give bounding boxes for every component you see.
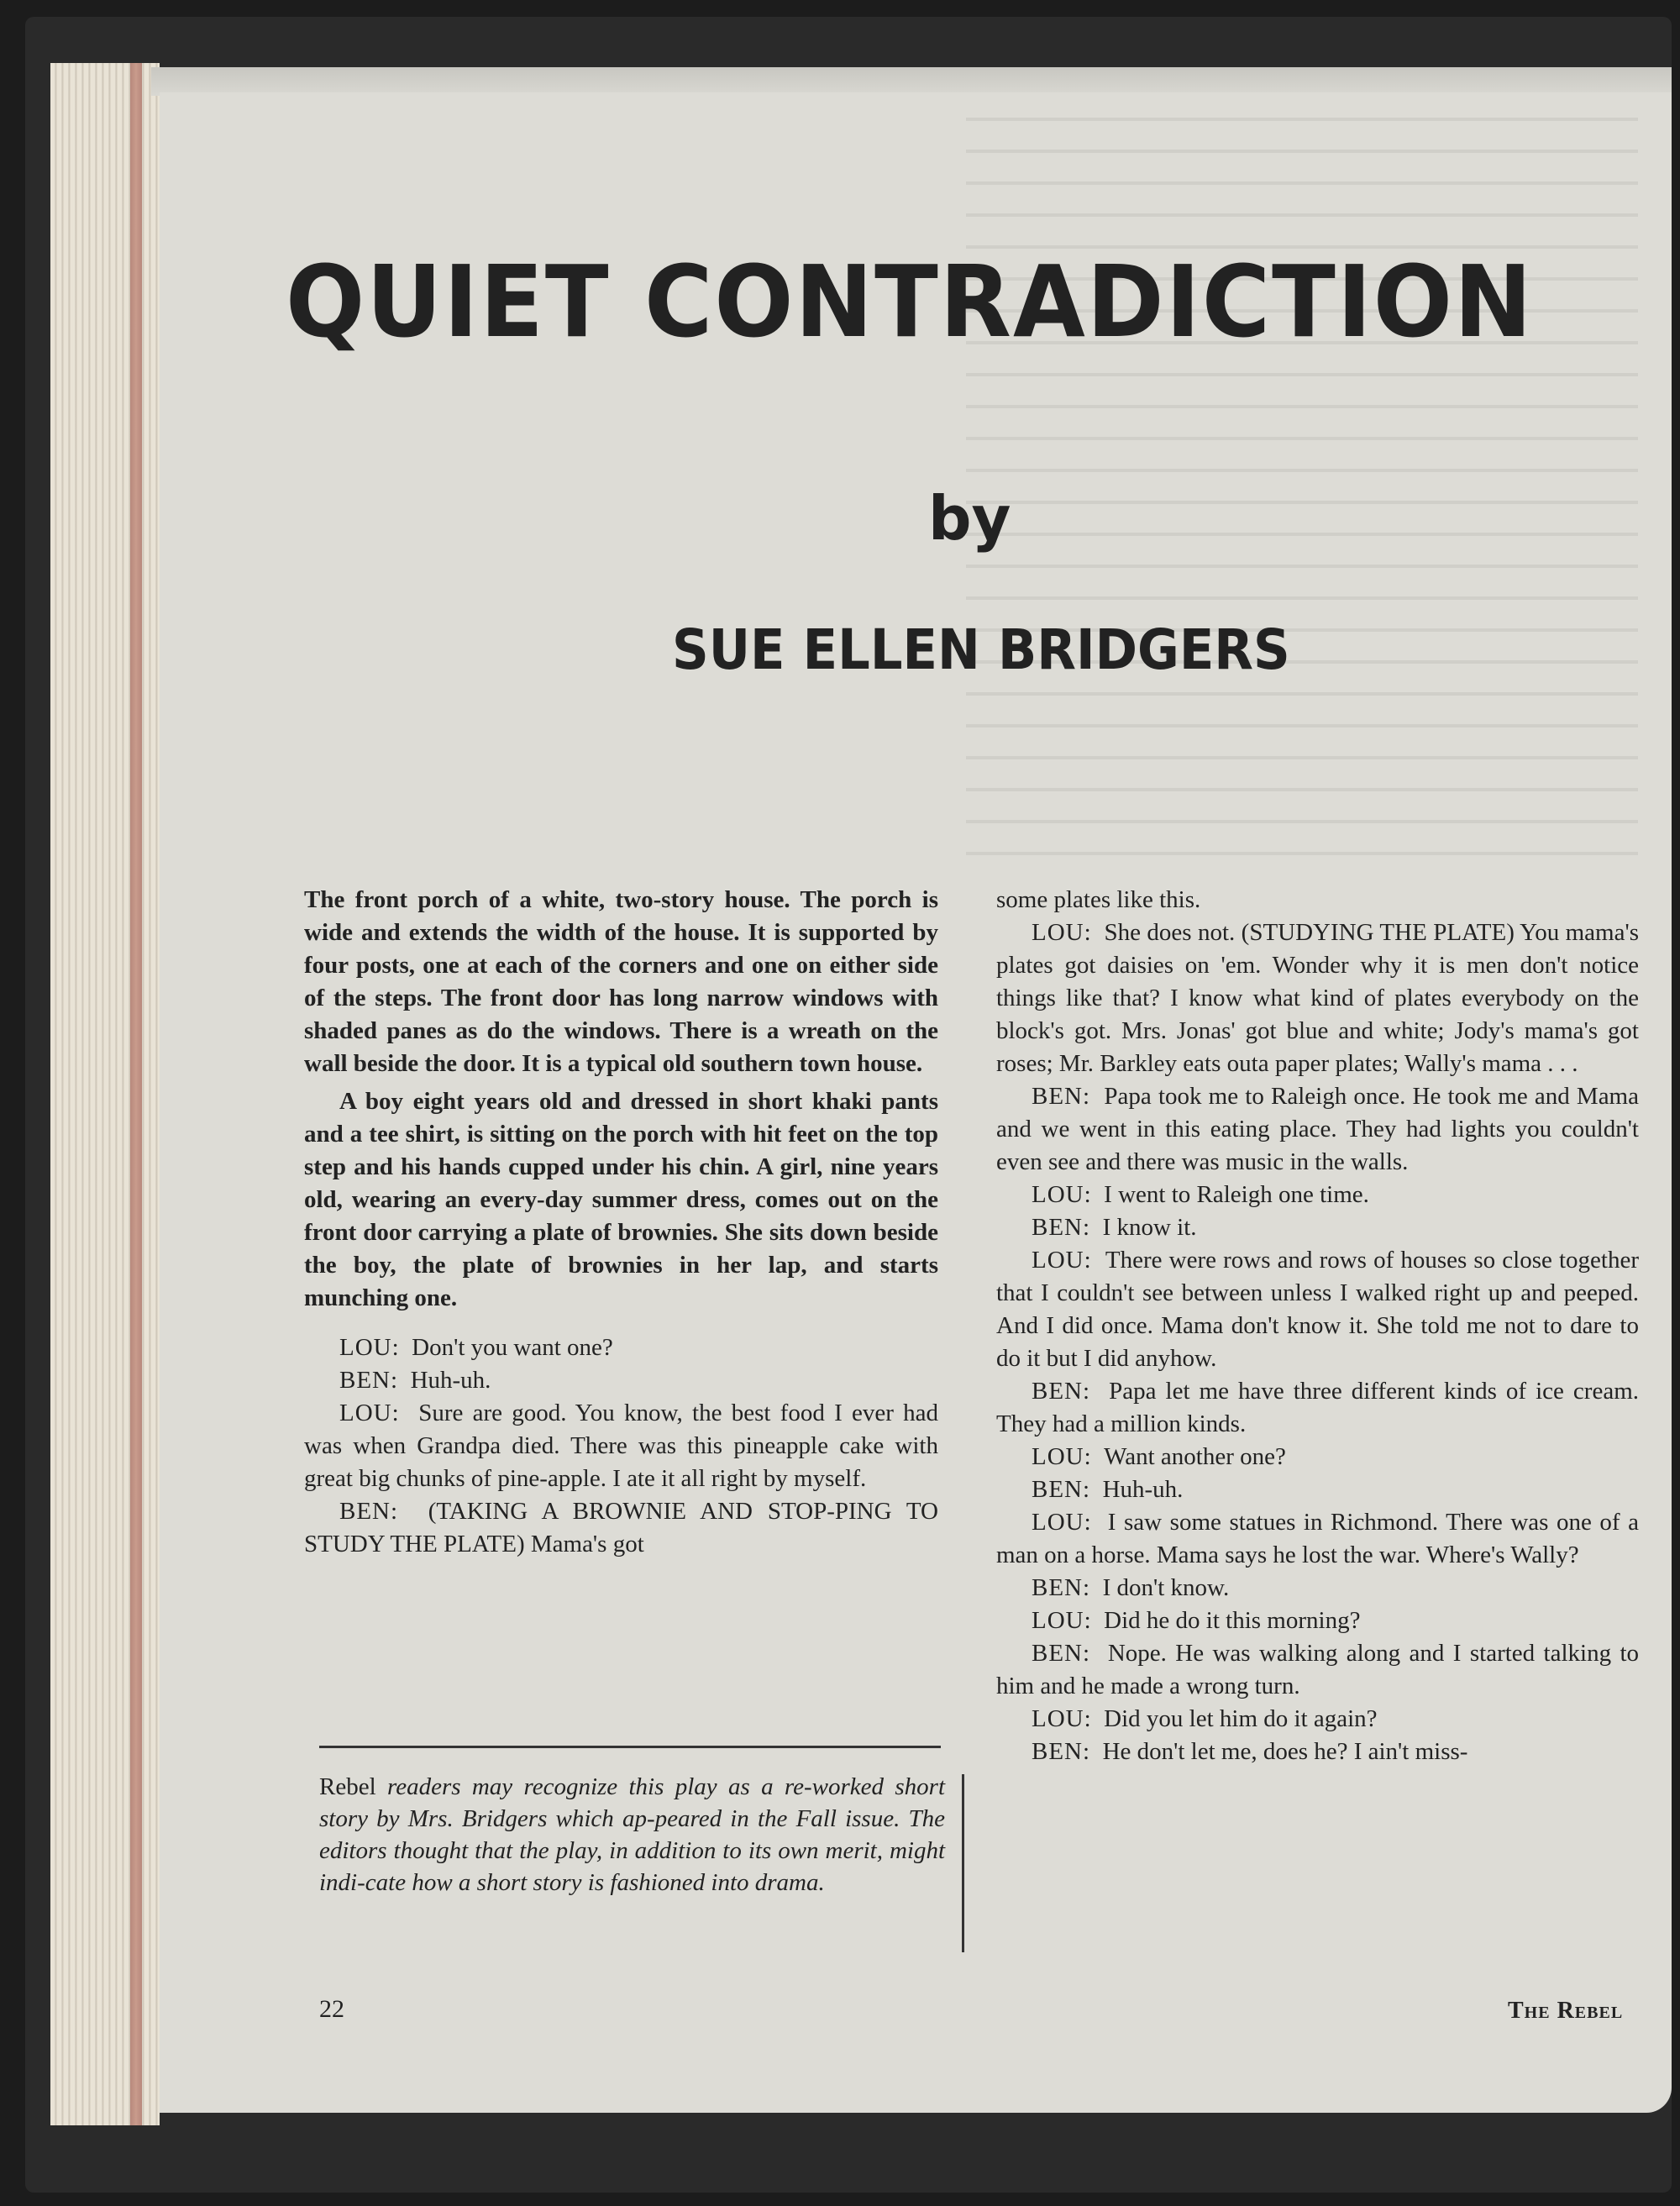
dialogue-text: Did you let him do it again? [1104, 1705, 1378, 1732]
dialogue-line [996, 1375, 1639, 1441]
dialogue-text: Don't you want one? [412, 1334, 613, 1361]
speaker: LOU: [1032, 1443, 1092, 1470]
dialogue-continuation: some plates like this. [996, 886, 1201, 913]
dialogue-text: Papa took me to Raleigh once. He took me and Mama and we went in this eating place. They had lights you couldn't even see and there was music in the walls. [996, 1083, 1639, 1175]
speaker: BEN: [339, 1367, 399, 1394]
dialogue-line [304, 1331, 938, 1364]
dialogue-text: I know it. [1102, 1214, 1197, 1241]
dialogue-line [996, 1080, 1639, 1179]
dialogue-text: Nope. He was walking along and I started talking to him and he made a wrong turn. [996, 1640, 1640, 1699]
dialogue-line [996, 1244, 1639, 1375]
dialogue-line [996, 1572, 1639, 1605]
speaker: LOU: [339, 1334, 400, 1361]
editor-note-body: readers may recognize this play as a re-worked short story by Mrs. Bridgers which ap-peared in the Fall issue. The editors thought that the play, in addition to its own merit, might indi-cate how a short story is fashioned into drama. [319, 1773, 945, 1896]
dialogue-text: (TAKING A BROWNIE AND STOP-PING TO STUDY THE PLATE) Mama's got [304, 1498, 939, 1557]
running-title: The Rebel [1508, 1998, 1624, 2024]
dialogue-text: I saw some statues in Richmond. There was one of a man on a horse. Mama says he lost the war. Where's Wally? [996, 1509, 1639, 1568]
dialogue-line [996, 1441, 1639, 1473]
page-edges [50, 63, 160, 2125]
article-title: QUIET CONTRADICTION [286, 244, 1534, 360]
right-dialogue-list [996, 917, 1639, 1768]
left-column [304, 884, 938, 1561]
page-number: 22 [319, 1995, 344, 2023]
speaker: BEN: [1032, 1738, 1091, 1765]
speaker: LOU: [1032, 1509, 1092, 1536]
speaker: LOU: [339, 1400, 400, 1426]
dialogue-line [996, 1473, 1639, 1506]
dialogue-line [996, 1637, 1639, 1703]
editor-note [319, 1771, 945, 1899]
dialogue-line [304, 1364, 938, 1397]
editor-note-bar [962, 1774, 964, 1952]
speaker: BEN: [1032, 1378, 1091, 1405]
speaker: LOU: [1032, 1181, 1092, 1208]
speaker: LOU: [1032, 1607, 1092, 1634]
dialogue-text: I went to Raleigh one time. [1104, 1181, 1369, 1208]
dialogue-text: Want another one? [1104, 1443, 1286, 1470]
dialogue-text: Huh-uh. [1102, 1476, 1184, 1503]
dialogue-text: Sure are good. You know, the best food I ever had was when Grandpa died. There was this pineapple cake with great big chunks of pine-apple. I ate it all right by myself. [304, 1400, 939, 1492]
dialogue-line [996, 1736, 1639, 1768]
dialogue-line [304, 1397, 938, 1495]
dialogue-line [996, 1605, 1639, 1637]
speaker: BEN: [1032, 1640, 1091, 1667]
speaker: BEN: [1032, 1083, 1091, 1110]
dialogue-text: Papa let me have three different kinds of ice cream. They had a million kinds. [996, 1378, 1640, 1437]
dialogue-text: I don't know. [1102, 1574, 1230, 1601]
dialogue-line [996, 1506, 1639, 1572]
speaker: LOU: [1032, 1705, 1092, 1732]
speaker: LOU: [1032, 919, 1092, 946]
author-name: SUE ELLEN BRIDGERS [672, 617, 1290, 682]
dialogue-text: He don't let me, does he? I ain't miss- [1102, 1738, 1468, 1765]
dialogue-line [996, 917, 1639, 1080]
page-top-edge [151, 67, 1672, 96]
dialogue-line [996, 1179, 1639, 1211]
byline-by: by [928, 483, 1011, 554]
stage-direction-characters: A boy eight years old and dressed in short khaki pants and a tee shirt, is sitting on the porch with hit feet on the top step and his hands cupped under his chin. A girl, nine years old, wearing an every-day summer dress, comes out on the front door carrying a plate of brownies. She sits down beside the boy, the plate of brownies in her lap, and starts munching one. [304, 1088, 938, 1311]
speaker: BEN: [1032, 1574, 1091, 1601]
dialogue-text: She does not. (STUDYING THE PLATE) You mama's plates got daisies on 'em. Wonder why it is men don't notice things like that? I know what kind of plates everybody on the block's got. Mrs. Jonas' got blue and white; Jody's mama's got roses; Mr. Barkley eats outa paper plates; Wally's mama . . . [996, 919, 1639, 1077]
editor-note-rule [319, 1746, 941, 1748]
speaker: BEN: [339, 1498, 399, 1525]
speaker: BEN: [1032, 1476, 1091, 1503]
show-through-text [966, 118, 1638, 874]
speaker: LOU: [1032, 1247, 1092, 1274]
right-column [996, 884, 1639, 1768]
dialogue-text: Did he do it this morning? [1104, 1607, 1361, 1634]
stage-direction-setting: The front porch of a white, two-story house. The porch is wide and extends the width of the house. It is supported by four posts, one at each of the corners and one on either side of the steps. The front door has long narrow windows with shaded panes as do the windows. There is a wreath on the wall beside the door. It is a typical old southern town house. [304, 886, 938, 1077]
dialogue-line [304, 1495, 938, 1561]
speaker: BEN: [1032, 1214, 1091, 1241]
editor-note-prefix: Rebel [319, 1773, 376, 1800]
dialogue-line [996, 1211, 1639, 1244]
dialogue-text: Huh-uh. [410, 1367, 491, 1394]
dialogue-text: There were rows and rows of houses so close together that I couldn't see between unless I walked right up and peeped. And I did once. Mama don't know it. She told me not to dare to do it but I did anyhow. [996, 1247, 1640, 1372]
dialogue-line [996, 1703, 1639, 1736]
